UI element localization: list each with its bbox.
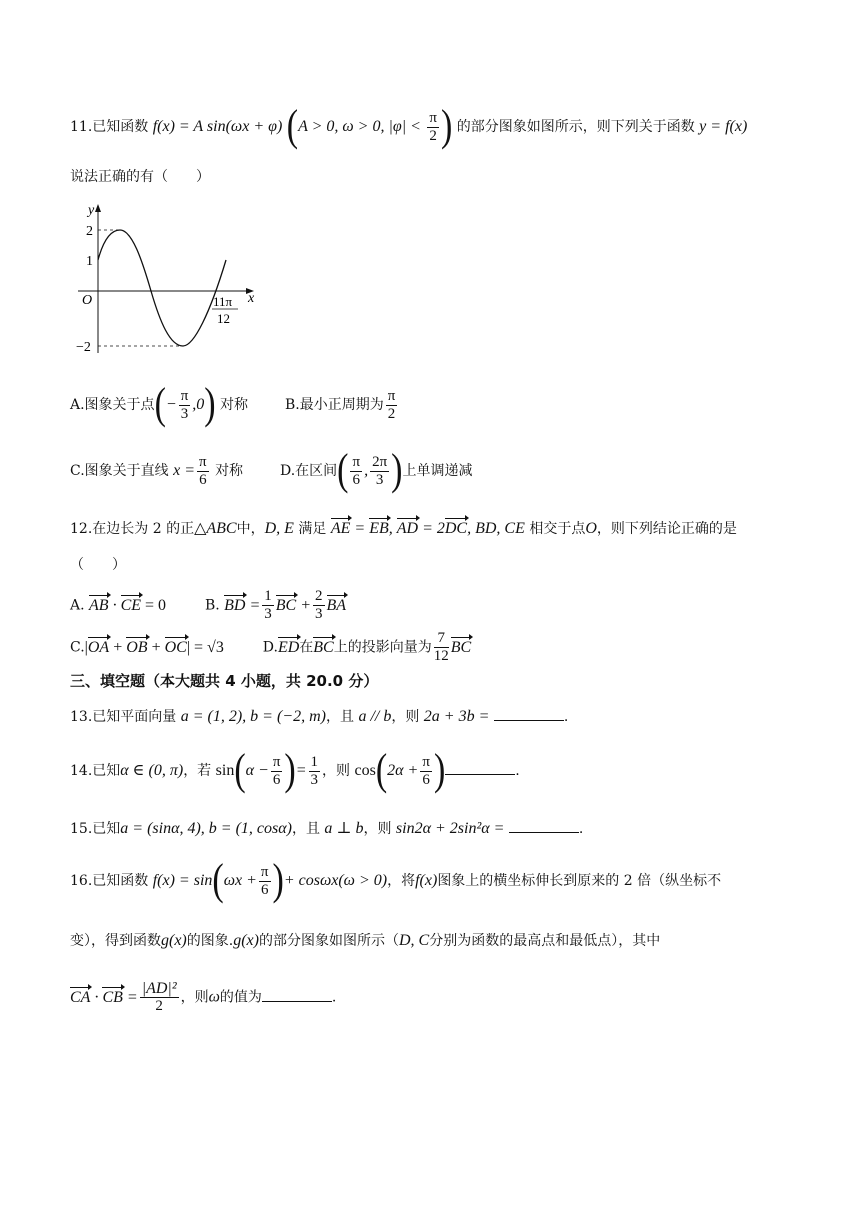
q14-stem-b: ，若 bbox=[183, 763, 212, 779]
q16-inner: ωx + bbox=[223, 872, 257, 889]
sine-curve bbox=[98, 230, 226, 346]
q12-point-o: O bbox=[585, 520, 597, 537]
q14-alpha-minus: α − bbox=[245, 762, 269, 779]
q11-sine-graph bbox=[70, 198, 270, 358]
x-axis-label: x bbox=[248, 291, 255, 306]
q12-vec-dc: DC bbox=[444, 520, 468, 537]
q11-option-d-fraction-1: $\frac{\pi}{6}$ bbox=[352, 453, 361, 488]
q12-stem-d: 相交于点 bbox=[529, 521, 586, 537]
q16-stem-b: ，将 bbox=[387, 873, 416, 889]
q12-paren: （ ） bbox=[70, 557, 126, 573]
q16-line1: 16.已知函数 f(x) = sin(ωx + $\frac{\pi}{6}$ )+ cosωx(ω > 0)，将f(x)图象上的横坐标伸长到原来的 2 倍（纵坐标不 bbox=[70, 856, 722, 905]
q16-fraction-ad: $\frac{\text{|AD|²}}{2}$ bbox=[141, 980, 177, 1014]
q16-fx2: f(x) bbox=[415, 872, 438, 889]
q11-yfx: y = f(x) bbox=[699, 118, 748, 135]
q12-option-d-fraction: $\frac{7}{12}$ bbox=[433, 630, 449, 664]
q16-vec-ca: CA bbox=[70, 988, 91, 1006]
q12-option-c-eq: = √3 bbox=[194, 638, 224, 656]
q11-option-a-zero: 0 bbox=[196, 396, 205, 413]
q16-fx: f(x) = sin bbox=[152, 872, 213, 889]
q12-vec-ad: AD bbox=[396, 520, 419, 537]
q14-fraction-3: $\frac{\pi}{6}$ bbox=[422, 753, 430, 788]
origin-label: O bbox=[82, 293, 93, 308]
q11-stem-b: 的部分图象如图所示，则下列关于函数 bbox=[456, 119, 695, 135]
q14-eq: = bbox=[295, 762, 307, 779]
q15-answer-blank[interactable] bbox=[509, 820, 579, 833]
q14-sin: sin bbox=[215, 762, 235, 779]
q12-options-cd: C.|OA + OB + OC| = √3 D.ED在BC上的投影向量为 $\frac{7}{12}$ BC bbox=[70, 630, 472, 664]
q12-option-b-vec-ba: BA bbox=[326, 596, 347, 614]
q12-stem-c: 满足 bbox=[298, 521, 327, 537]
q16-vec-cb: CB bbox=[102, 988, 123, 1006]
q14-alpha-range: α ∈ (0, π) bbox=[120, 762, 184, 779]
q12-stem-line2 bbox=[70, 554, 126, 574]
q13-stem-c: ，则 bbox=[391, 709, 420, 725]
q16-fraction: $\frac{\pi}{6}$ bbox=[260, 863, 269, 898]
q12-option-a-vec-ce: CE bbox=[120, 596, 142, 614]
q15-stem-c: ，则 bbox=[363, 821, 392, 837]
q15-expression: sin2α + 2sin²α = bbox=[395, 820, 505, 837]
q12-option-c-vec-oa: OA bbox=[87, 638, 110, 656]
q13-vectors: a = (1, 2), b = (−2, m) bbox=[180, 708, 326, 725]
q12-option-d-tail: 上的投影向量为 bbox=[333, 639, 432, 656]
q16-omega: ω bbox=[208, 988, 220, 1006]
q12-option-c-vec-oc: OC bbox=[164, 638, 187, 656]
q12-option-b-label: B. bbox=[204, 597, 220, 614]
q12-options-ab: A. AB · CE = 0 B. BD = $\frac{1}{3}$ BC + $\frac{2}{3}$ BA bbox=[70, 588, 347, 622]
q11-formula: f(x) = A sin(ωx + φ) bbox=[152, 118, 283, 135]
q12-option-b-vec-bd: BD bbox=[224, 596, 246, 614]
q13-tail: . bbox=[563, 709, 569, 725]
q16-line3-b: ，则 bbox=[180, 989, 209, 1006]
q14-answer-blank[interactable] bbox=[445, 762, 515, 775]
q12-option-a-label: A. bbox=[70, 597, 85, 614]
q12-option-a-eq: = 0 bbox=[145, 596, 167, 614]
tick-2-label: 2 bbox=[86, 224, 93, 239]
q11-option-d-fraction-2: $\frac{2\pi}{3}$ bbox=[372, 453, 388, 488]
q11-condition: A > 0, ω > 0, |φ| < bbox=[298, 118, 421, 135]
q11-option-c-tail: 对称 bbox=[215, 463, 244, 479]
q12-stem-line1: 12.在边长为 2 的正△ABC中，D, E 满足 AE = EB, AD = 2DC, BD, CE 相交于点O，则下列结论正确的是 bbox=[70, 520, 737, 537]
q14-cos: cos bbox=[354, 762, 376, 779]
section-3-heading: 三、填空题（本大题共 4 小题，共 20.0 分） bbox=[70, 672, 379, 690]
q13-parallel: a // b bbox=[358, 708, 392, 725]
q12-option-d-vec-ed: ED bbox=[277, 638, 300, 656]
q13-expression: 2a + 3b = bbox=[423, 708, 490, 725]
q12-vec-eb: EB bbox=[369, 520, 389, 537]
x-tick-numerator: 11π bbox=[213, 294, 233, 309]
q11-options-cd: C.图象关于直线 x = $\frac{\pi}{6}$ 对称 D.在区间( $\frac{\pi}{6}$ , $\frac{2\pi}{3}$ )上单调递减 bbox=[70, 446, 473, 495]
q14-fraction-2: $\frac{1}{3}$ bbox=[310, 753, 319, 788]
q12-vec-ae: AE bbox=[330, 520, 351, 537]
q11-option-b-label: B.最小正周期为 bbox=[284, 397, 384, 413]
q11-option-c-x: x = bbox=[173, 462, 196, 479]
q15-stem-a: 15.已知 bbox=[70, 821, 121, 837]
q14-line: 14.已知α ∈ (0, π)，若 sin(α − $\frac{\pi}{6}$ )= $\frac{1}{3}$ ，则 cos(2α + $\frac{\pi}{6}$ ) . bbox=[70, 746, 520, 795]
q15-stem-b: ，且 bbox=[291, 821, 320, 837]
q11-option-a-tail: 对称 bbox=[220, 397, 249, 413]
q13-answer-blank[interactable] bbox=[494, 708, 564, 721]
y-axis-arrow-icon bbox=[95, 204, 101, 212]
q15-line bbox=[70, 818, 583, 838]
q14-two-alpha: 2α + bbox=[387, 762, 419, 779]
q12-option-d-mid: 在 bbox=[299, 639, 314, 656]
q14-tail: . bbox=[515, 763, 520, 779]
q11-stem-c: 说法正确的有（ ） bbox=[70, 169, 210, 185]
q12-option-c-label: C. bbox=[70, 639, 85, 656]
q12-de: D, E bbox=[264, 520, 294, 537]
q16-line2-b: 的图象. bbox=[186, 933, 234, 949]
q12-option-a-vec-ab: AB bbox=[89, 596, 109, 614]
q16-answer-blank[interactable] bbox=[262, 989, 332, 1002]
q13-stem-b: ，且 bbox=[325, 709, 354, 725]
q16-line2-a: 变），得到函数 bbox=[70, 933, 161, 949]
q15-perp: a ⊥ b bbox=[324, 820, 364, 837]
q11-option-a-label: A.图象关于点 bbox=[70, 397, 155, 413]
q16-gx2: g(x) bbox=[233, 932, 259, 949]
q12-option-c-vec-ob: OB bbox=[126, 638, 148, 656]
q12-option-b-fraction-1: $\frac{1}{3}$ bbox=[264, 588, 272, 622]
q12-stem-e: ，则下列结论正确的是 bbox=[596, 521, 737, 537]
q11-option-d-label: D.在区间 bbox=[279, 463, 338, 479]
q11-option-c-label: C.图象关于直线 bbox=[70, 463, 169, 479]
q16-tail: . bbox=[331, 989, 337, 1006]
q14-stem-c: ，则 bbox=[322, 763, 351, 779]
q11-cond-fraction: $\frac{\pi}{2}$ bbox=[429, 109, 437, 144]
q13-line bbox=[70, 706, 568, 726]
q16-line2-d: 分别为函数的最高点和最低点），其中 bbox=[429, 933, 661, 949]
q16-stem-c: 图象上的横坐标伸长到原来的 2 倍（纵坐标不 bbox=[437, 873, 722, 889]
x-tick-denominator: 12 bbox=[217, 311, 230, 326]
q11-stem-line2 bbox=[70, 166, 210, 186]
q16-stem-a: 16.已知函数 bbox=[70, 873, 149, 889]
q12-option-b-vec-bc: BC bbox=[275, 596, 297, 614]
q16-line2 bbox=[70, 930, 660, 950]
q16-dc: D, C bbox=[398, 932, 430, 949]
q15-tail: . bbox=[578, 821, 584, 837]
q11-option-a-fraction: $\frac{\pi}{3}$ bbox=[180, 387, 189, 422]
q12-triangle: △ABC bbox=[194, 520, 237, 537]
q11-option-b-fraction: $\frac{\pi}{2}$ bbox=[387, 387, 396, 422]
q11-stem-a: 11.已知函数 bbox=[70, 119, 149, 135]
tick-1-label: 1 bbox=[86, 254, 93, 269]
q13-stem-a: 13.已知平面向量 bbox=[70, 709, 177, 725]
q14-stem-a: 14.已知 bbox=[70, 763, 121, 779]
q16-line3: CA · CB = $\frac{\text{|AD|²}}{2}$ ，则ω的值为 . bbox=[70, 980, 337, 1014]
q11-option-c-fraction: $\frac{\pi}{6}$ bbox=[199, 453, 207, 488]
tick-neg2-label: −2 bbox=[76, 340, 91, 355]
q16-gx: g(x) bbox=[161, 932, 187, 949]
q12-stem-b: 中， bbox=[236, 521, 265, 537]
q16-line3-c: 的值为 bbox=[219, 989, 262, 1006]
q12-rel-tail: , BD, CE bbox=[467, 520, 525, 537]
q12-option-d-vec-bc2: BC bbox=[450, 638, 472, 656]
q16-line2-c: 的部分图象如图所示（ bbox=[258, 933, 399, 949]
y-axis-label: y bbox=[88, 203, 95, 218]
q11-option-d-tail: 上单调递减 bbox=[402, 463, 473, 479]
q14-fraction-1: $\frac{\pi}{6}$ bbox=[272, 753, 281, 788]
q11-options-ab: A.图象关于点(− $\frac{\pi}{3}$ ,0) 对称 B.最小正周期为 $\frac{\pi}{2}$ bbox=[70, 380, 396, 429]
q12-option-d-vec-bc: BC bbox=[313, 638, 334, 656]
q12-option-b-fraction-2: $\frac{2}{3}$ bbox=[315, 588, 323, 622]
q12-stem-a: 12.在边长为 2 的正 bbox=[70, 521, 195, 537]
q16-plus-cos: + cosωx(ω > 0) bbox=[283, 872, 388, 889]
q12-option-d-label: D. bbox=[262, 639, 278, 656]
q11-stem-line1: 11.已知函数 f(x) = A sin(ωx + φ) (A > 0, ω > 0, |φ| < $\frac{\pi}{2}$ ) 的部分图象如图所示，则下列关于函数 y = f(x) bbox=[70, 102, 748, 151]
q15-vectors: a = (sinα, 4), b = (1, cosα) bbox=[120, 820, 292, 837]
